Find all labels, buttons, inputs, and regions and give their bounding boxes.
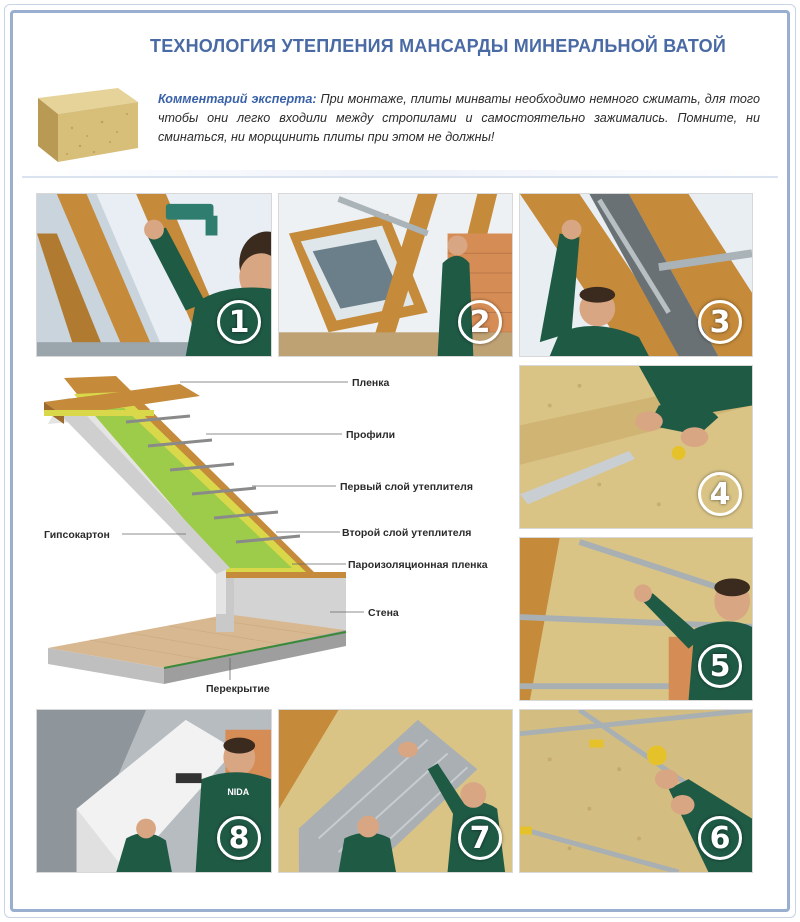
step-photo-4 (519, 365, 753, 529)
step-photo-8 (36, 709, 272, 873)
step-number-7: 7 (458, 816, 502, 860)
step-photo-3 (519, 193, 753, 357)
step-photo-1 (36, 193, 272, 357)
label-vapor: Пароизоляционная пленка (348, 559, 488, 571)
label-profiles: Профили (346, 429, 396, 441)
header-divider (22, 170, 778, 178)
comment-text: При монтаже, плиты минваты необходимо немного сжимать, для того чтобы они легко входили между стропилами и самостоятельно зажимались. Помните, ни сминаться, ни морщинить плиты при этом не должны! (158, 92, 760, 144)
step-number-3: 3 (698, 300, 742, 344)
label-wall: Стена (368, 607, 399, 619)
step-number-8: 8 (217, 816, 261, 860)
shirt-brand: NIDA (227, 786, 250, 797)
step-number-2: 2 (458, 300, 502, 344)
step-photo-5 (519, 537, 753, 701)
expert-comment (158, 90, 760, 147)
step-photo-6 (519, 709, 753, 873)
step-number-6: 6 (698, 816, 742, 860)
label-floor: Перекрытие (206, 683, 270, 695)
step-photo-2 (278, 193, 513, 357)
insulation-layers-diagram (30, 362, 514, 704)
label-layer1: Первый слой утеплителя (340, 481, 473, 493)
label-drywall: Гипсокартон (44, 529, 110, 541)
step-number-4: 4 (698, 472, 742, 516)
step-photo-7 (278, 709, 513, 873)
label-film: Пленка (352, 377, 390, 389)
step-number-1: 1 (217, 300, 261, 344)
label-layer2: Второй слой утеплителя (342, 527, 472, 539)
page-title: ТЕХНОЛОГИЯ УТЕПЛЕНИЯ МАНСАРДЫ МИНЕРАЛЬНОЙ ВАТОЙ (150, 36, 726, 56)
wool-sample-image (32, 84, 142, 164)
comment-label: Комментарий эксперта: (158, 92, 317, 106)
step-number-5: 5 (698, 644, 742, 688)
